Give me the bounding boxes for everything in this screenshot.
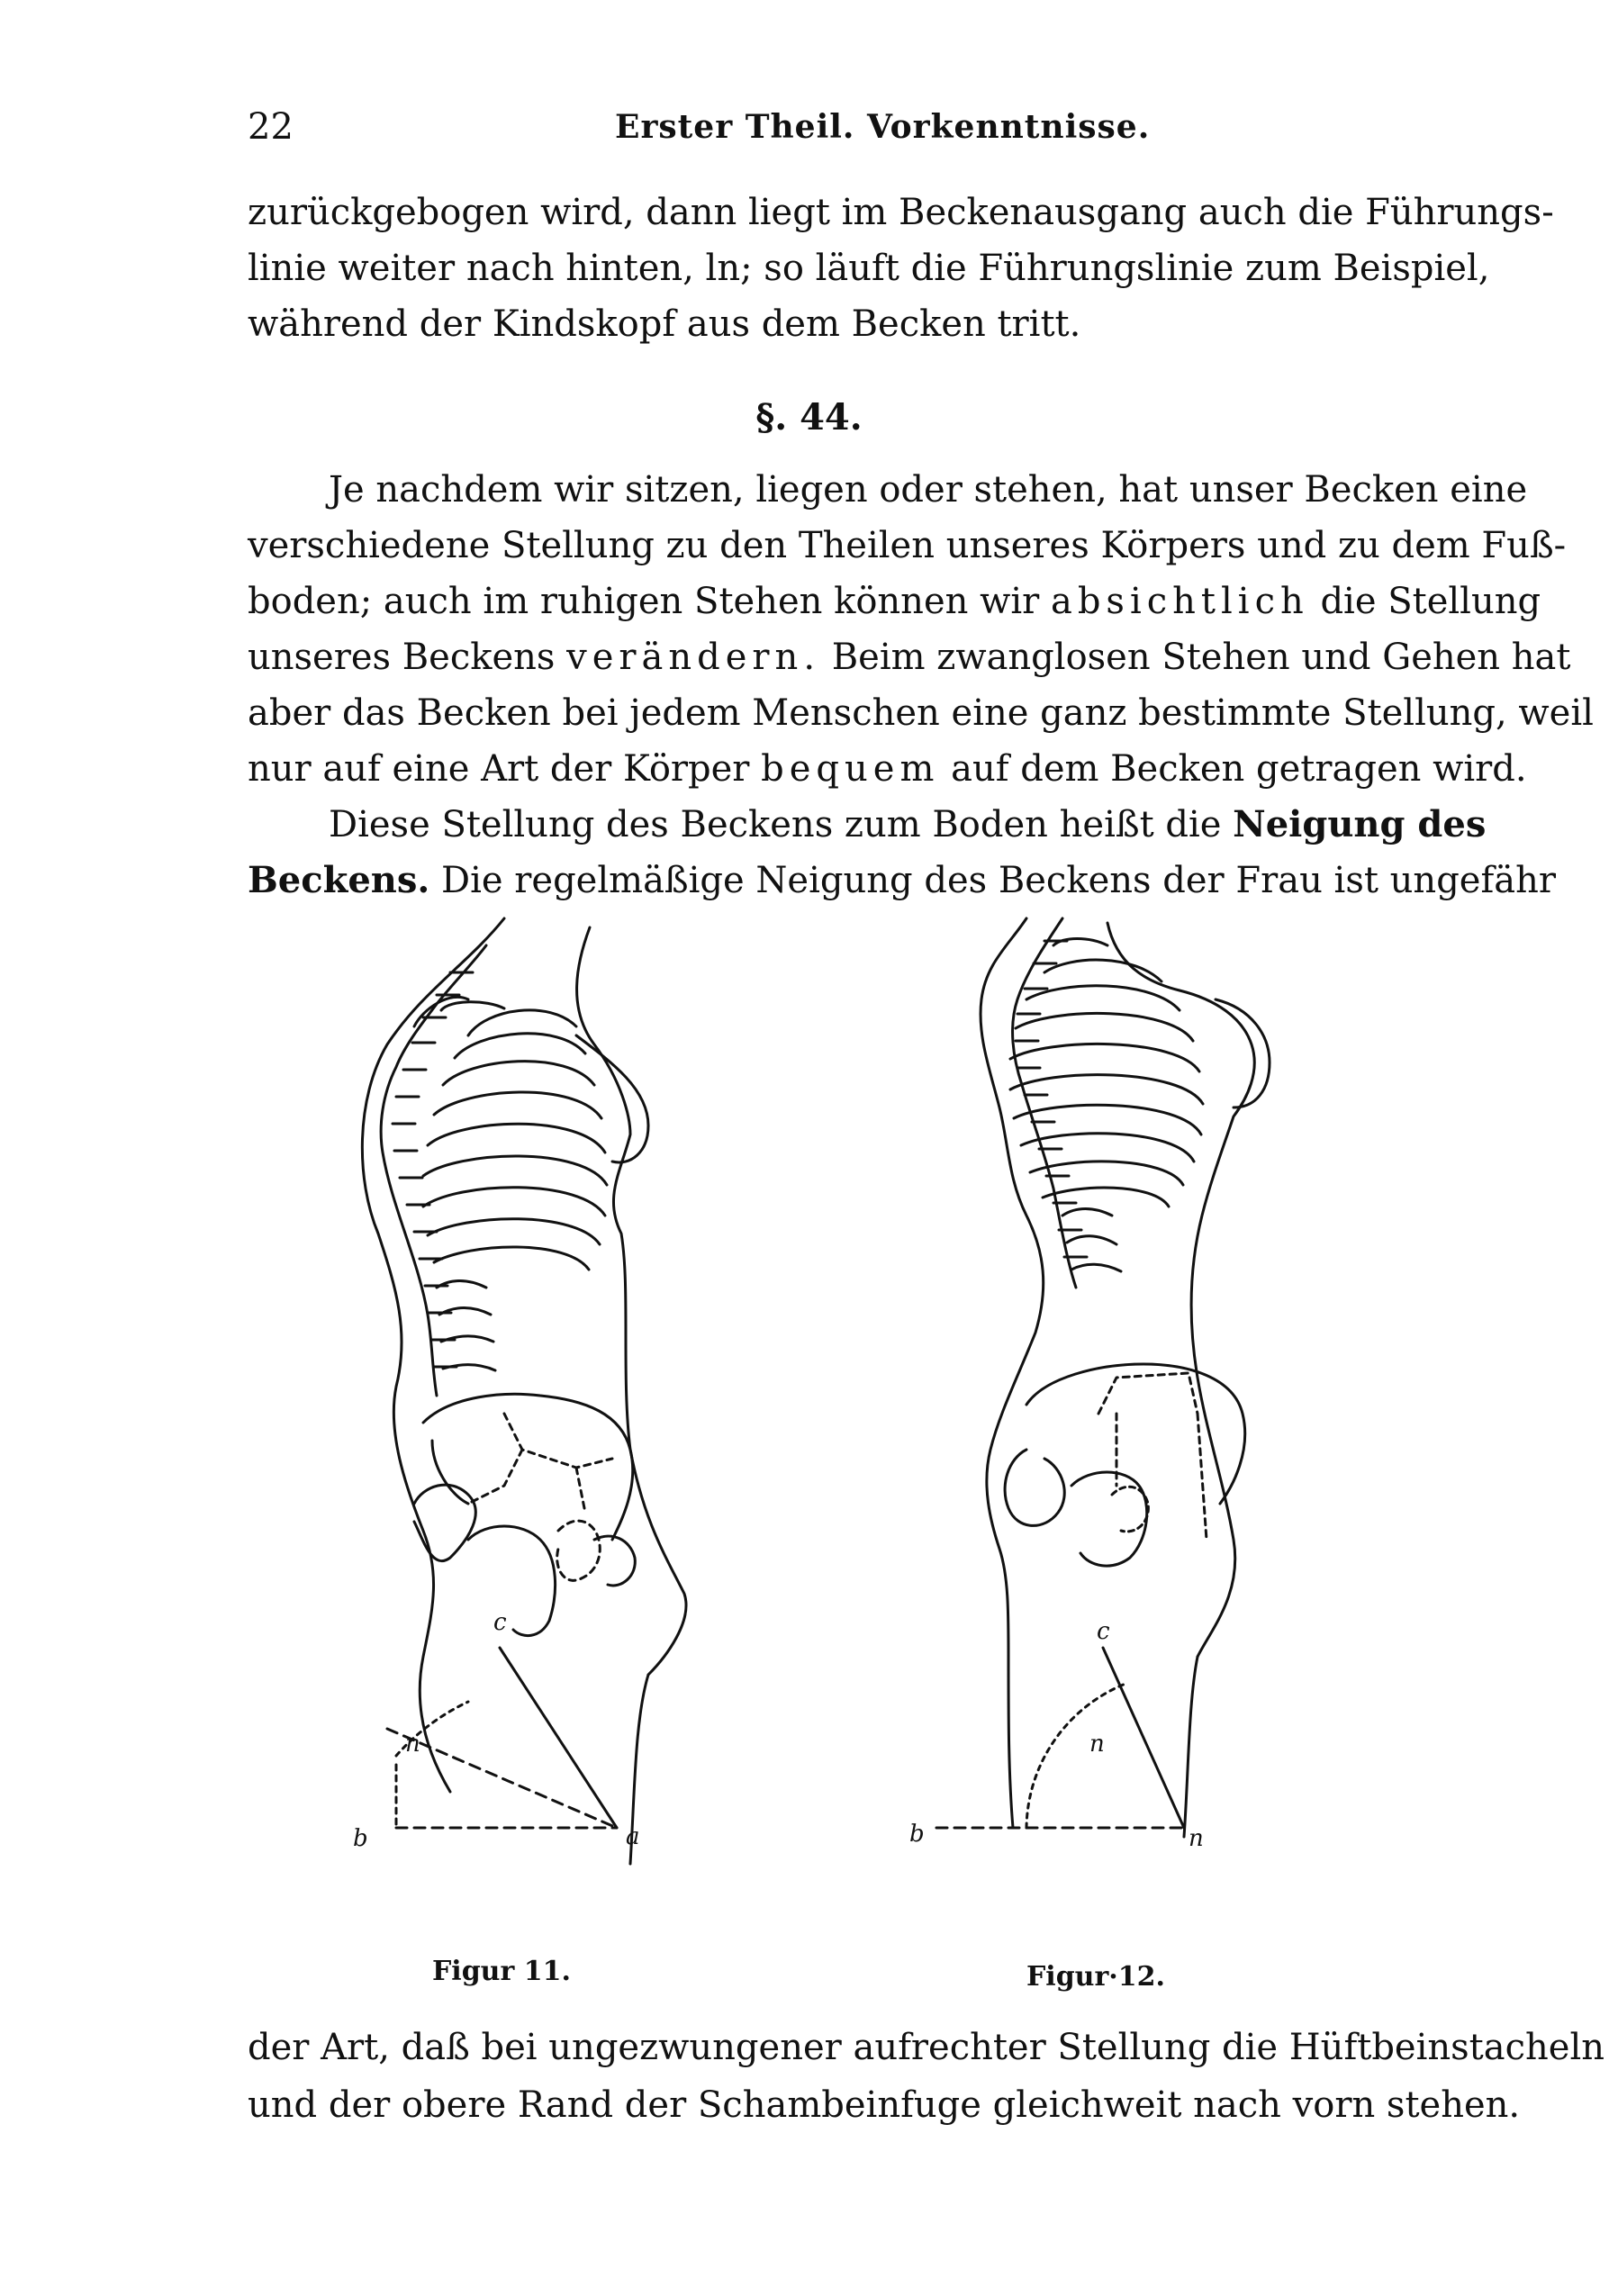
para3-line1 [248, 803, 1487, 846]
section-heading: §. 44. [755, 396, 863, 438]
spine-12 [1013, 918, 1121, 1288]
para2-line5: aber das Becken bei jedem Menschen eine ganz bestimmte Stellung, weil [248, 692, 1594, 734]
para2-line6-c: auf dem Becken getragen wird. [951, 748, 1527, 790]
figure-12-label-c: c [1097, 1618, 1110, 1645]
para2-line2: verschiedene Stellung zu den Theilen unseres Körpers und zu dem Fuß- [248, 525, 1567, 566]
figures-illustration [0, 909, 1618, 1999]
term-neigung-des: Neigung des [1233, 803, 1487, 845]
figure-12-label-b: b [909, 1821, 925, 1848]
figure-12-label-n-vertex: n [1189, 1825, 1204, 1852]
figure-11-label-b: b [353, 1825, 368, 1852]
figure-11-label-a: a [626, 1823, 640, 1850]
measure-12 [936, 1648, 1184, 1828]
para3-line2 [248, 859, 1556, 902]
para2-line1: Je nachdem wir sitzen, liegen oder stehen, hat unser Becken eine [329, 469, 1528, 511]
spine-11 [381, 945, 495, 1396]
pelvis-12 [1005, 1364, 1245, 1566]
pelvis-11 [414, 1394, 635, 1635]
para3-line1-a: Diese Stellung des Beckens zum Boden heißt die [329, 804, 1222, 845]
para2-line6-a: nur auf eine Art der Körper [248, 748, 750, 790]
ribcage-12 [1010, 939, 1203, 1207]
para1-line3: während der Kindskopf aus dem Becken tritt. [248, 303, 1081, 345]
para2-line3-c: die Stellung [1320, 581, 1541, 622]
para4-line1: der Art, daß bei ungezwungener aufrechter Stellung die Hüftbeinstacheln [248, 2027, 1604, 2068]
para2-line4-a: unseres Beckens [248, 637, 556, 678]
figure-11-drawing [353, 918, 686, 1864]
emphasis-bequem: bequem [761, 748, 940, 790]
page-number: 22 [248, 106, 294, 148]
para2-line3-a: boden; auch im ruhigen Stehen können wir [248, 581, 1040, 622]
para1-line1: zurückgebogen wird, dann liegt im Beckenausgang auch die Führungs- [248, 192, 1554, 233]
page-header [248, 106, 1382, 160]
emphasis-veraendern: verändern. [566, 637, 821, 678]
figure-12-label-n: n [1089, 1731, 1105, 1758]
running-head: Erster Theil. Vorkenntnisse. [615, 108, 1151, 146]
figure-11-label-c: c [493, 1609, 507, 1636]
figures-area [0, 909, 1618, 1999]
para2-line4-c: Beim zwanglosen Stehen und Gehen hat [831, 637, 1571, 678]
para2-line3 [248, 580, 1541, 623]
term-beckens: Beckens. [248, 859, 430, 901]
emphasis-absichtlich: absichtlich [1050, 581, 1309, 622]
para4-line2: und der obere Rand der Schambeinfuge gleichweit nach vorn stehen. [248, 2084, 1521, 2126]
para1-line2: linie weiter nach hinten, ln; so läuft die Führungslinie zum Beispiel, [248, 248, 1490, 289]
figure-12-drawing [909, 918, 1270, 1852]
figure-11-caption: Figur 11. [432, 1956, 571, 1987]
figure-11-label-n: n [405, 1731, 420, 1758]
figure-12-caption: Figur·12. [1026, 1961, 1165, 1993]
para2-line6 [248, 747, 1527, 791]
para2-line4 [248, 636, 1571, 679]
para3-line2-b: Die regelmäßige Neigung des Beckens der Frau ist ungefähr [441, 860, 1556, 901]
